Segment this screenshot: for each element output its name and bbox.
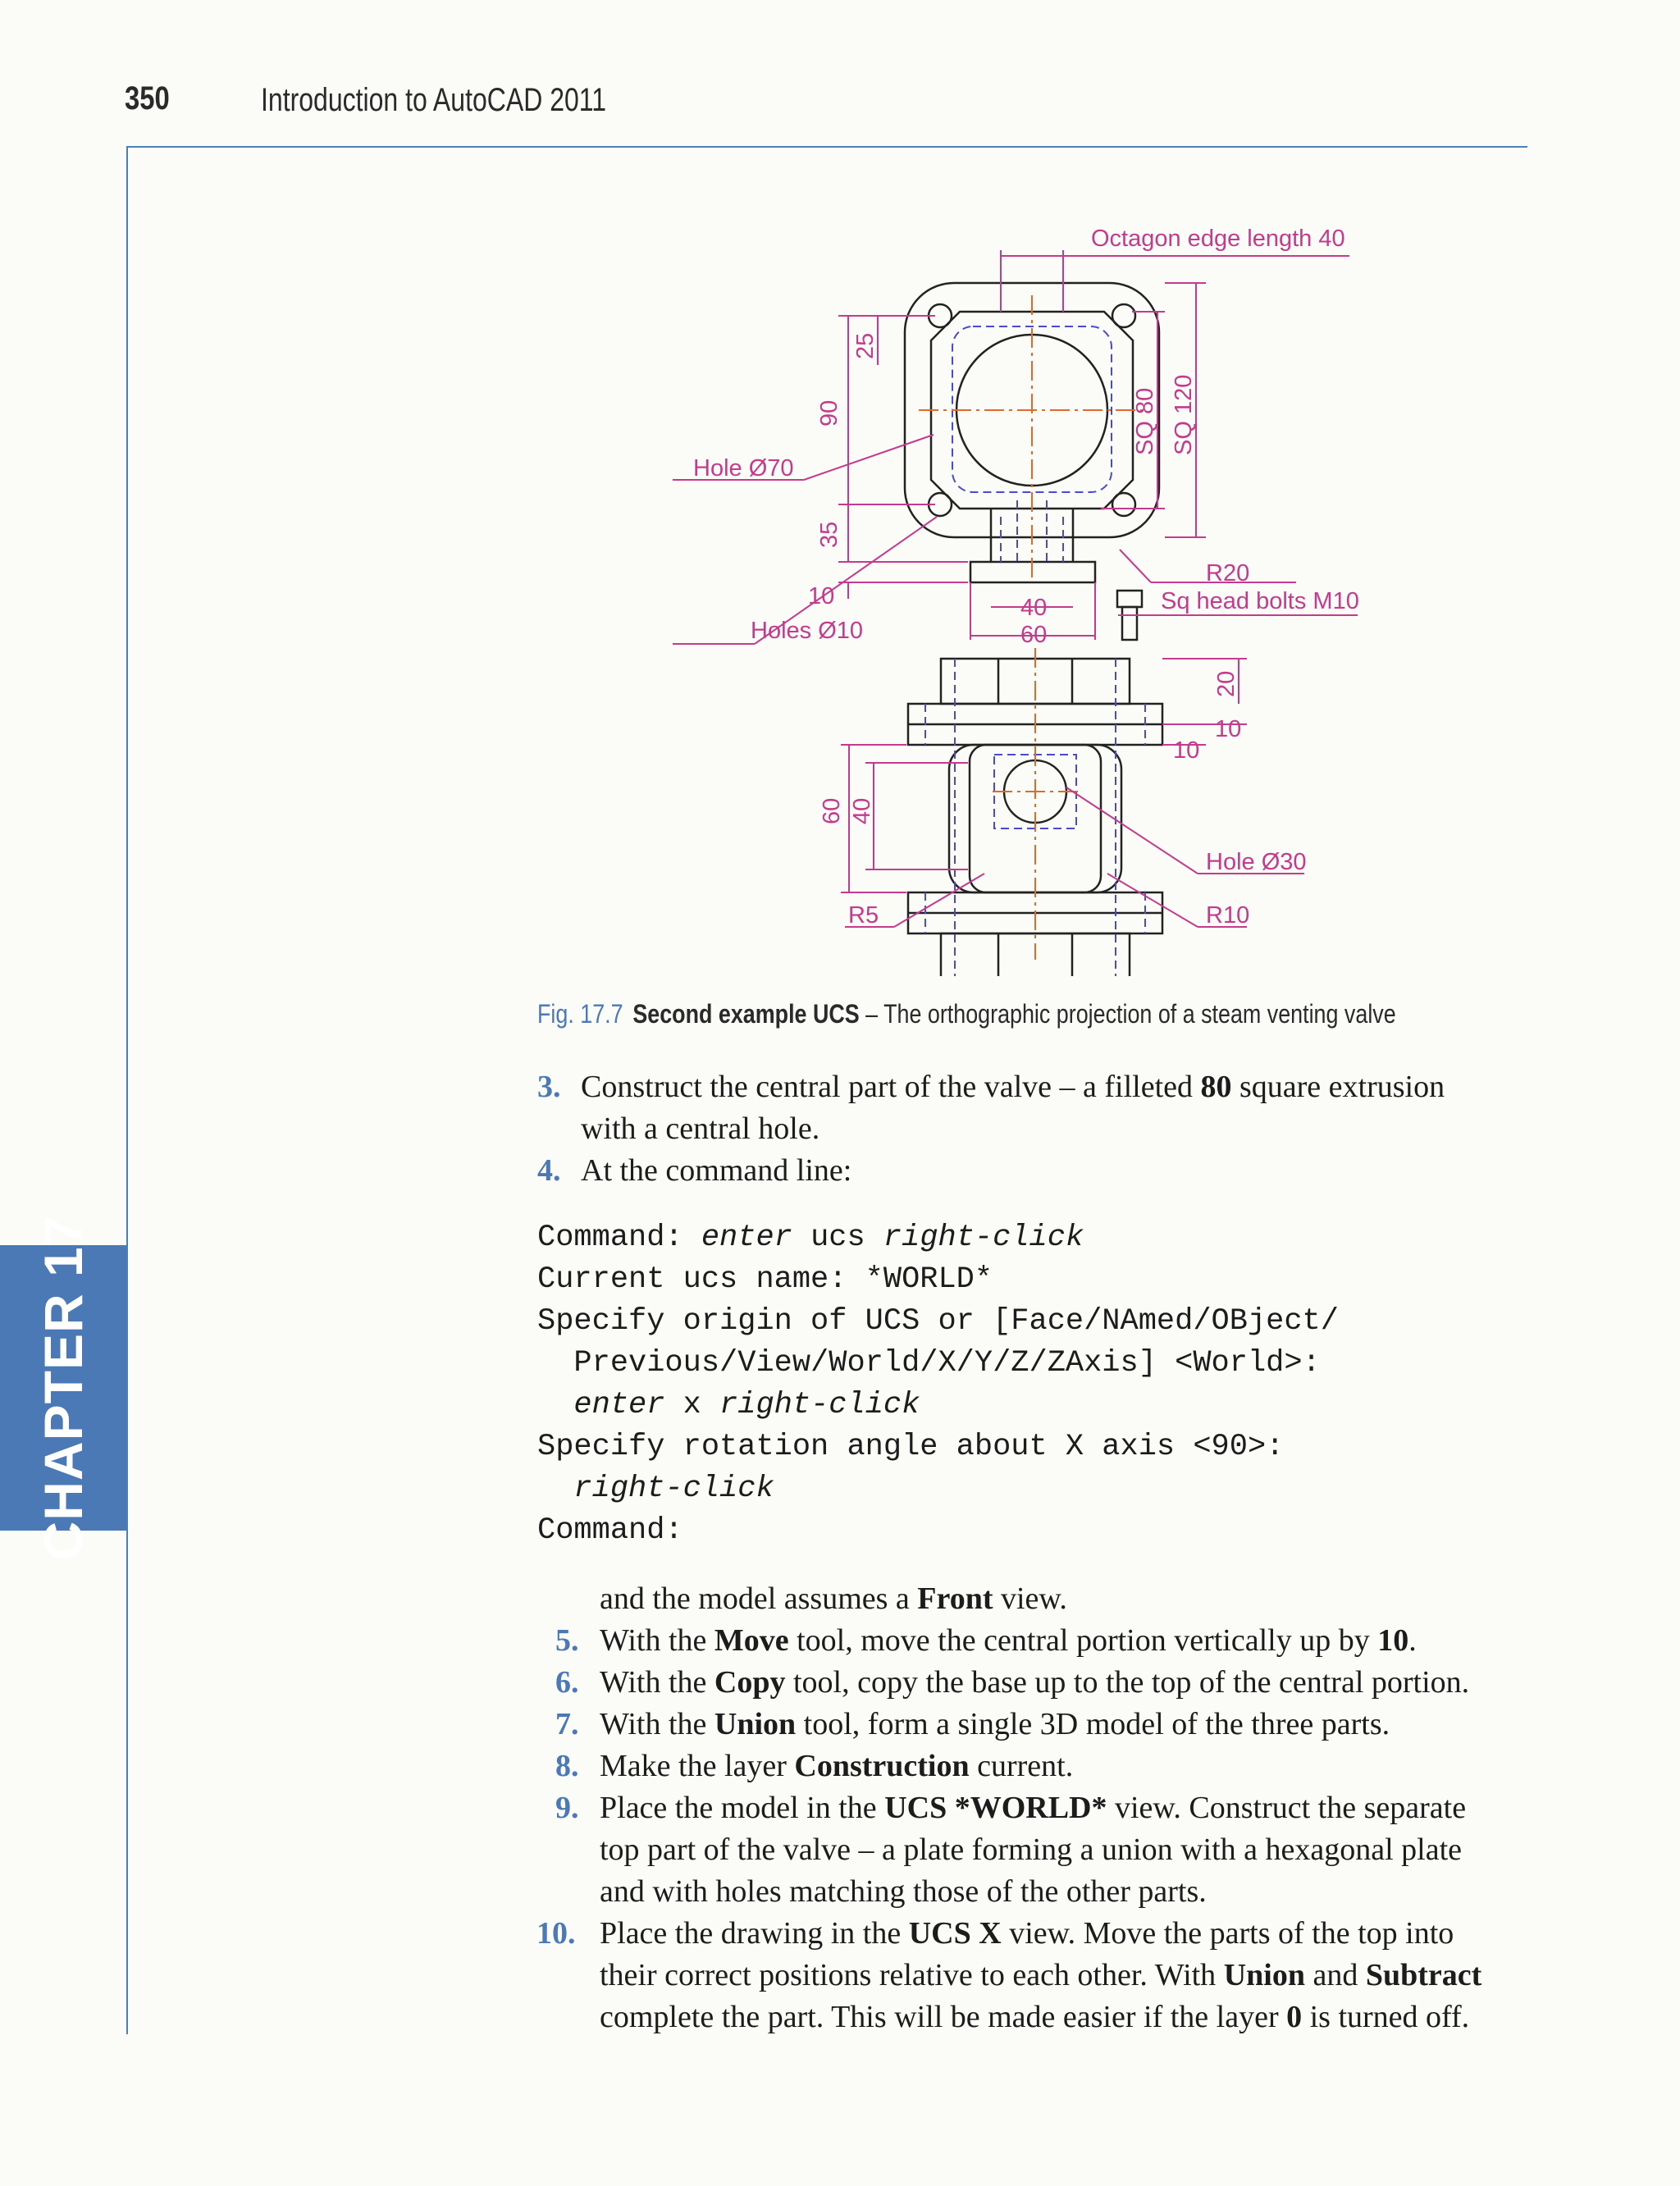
step-10: 10. Place the drawing in the UCS X view. Move the parts of the top into their correct positions relative to each other. With Union and Subtract complete the part. This will be made easier if the layer 0 is turned off.	[536, 1916, 1482, 2034]
dim-10c: 10	[1173, 737, 1200, 764]
page-number: 350	[125, 80, 170, 116]
step-4	[537, 1150, 851, 1192]
caption-text: – The orthographic projection of a steam venting valve	[859, 999, 1396, 1029]
label-hole-70: Hole Ø70	[693, 455, 794, 481]
step-3	[537, 1066, 1445, 1150]
dim-10a: 10	[808, 583, 835, 609]
step-5: 5. With the Move tool, move the central portion vertically up by 10.	[555, 1623, 1417, 1658]
step-bold: 80	[1200, 1070, 1232, 1104]
caption-number: Fig. 17.7	[537, 999, 623, 1029]
dim-20: 20	[1213, 670, 1239, 697]
dim-40b: 40	[849, 797, 875, 824]
step-number: 3.	[537, 1070, 561, 1104]
label-octagon: Octagon edge length 40	[1091, 226, 1345, 252]
dim-10b: 10	[1215, 716, 1242, 742]
label-sq120: SQ 120	[1171, 374, 1197, 455]
label-r5: R5	[848, 902, 879, 929]
dim-35: 35	[816, 521, 842, 548]
step-7: 7. With the Union tool, form a single 3D model of the three parts.	[555, 1707, 1390, 1741]
chapter-label: CHAPTER 17	[33, 1215, 94, 1561]
label-hole-30: Hole Ø30	[1206, 849, 1307, 875]
valve-drawing	[673, 221, 1395, 976]
step-text: At the command line:	[581, 1153, 852, 1188]
step-text: square extrusion	[1231, 1070, 1445, 1104]
step-text: Construct the central part of the valve – a filleted	[581, 1070, 1201, 1104]
caption-title: Second example UCS	[632, 999, 860, 1029]
step-8: 8. Make the layer Construction current.	[555, 1749, 1074, 1783]
header-rule	[126, 146, 1527, 148]
bolt-head	[1117, 591, 1142, 607]
dim-90: 90	[816, 399, 842, 427]
label-r10: R10	[1206, 902, 1250, 929]
dim-40a: 40	[1020, 595, 1048, 621]
label-holes-10: Holes Ø10	[751, 618, 864, 644]
book-title: Introduction to AutoCAD 2011	[261, 82, 607, 118]
label-r20: R20	[1206, 560, 1250, 586]
step-6: 6. With the Copy tool, copy the base up to the top of the central portion.	[555, 1665, 1470, 1700]
bolt-shank	[1122, 607, 1137, 640]
front-view-note: and the model assumes a Front view.	[600, 1581, 1067, 1616]
dim-60a: 60	[1020, 622, 1048, 648]
chapter-tab	[0, 1215, 126, 1561]
figure-caption	[537, 999, 1396, 1029]
step-number: 4.	[537, 1153, 561, 1188]
corner-hole	[1112, 493, 1135, 516]
step-9: 9. Place the model in the UCS *WORLD* view. Construct the separate top part of the valve – a plate forming a union with a hexagonal plate and with holes matching those of the other parts.	[555, 1791, 1467, 1909]
label-sq80: SQ 80	[1132, 387, 1158, 455]
corner-hole	[1112, 304, 1135, 327]
label-bolts: Sq head bolts M10	[1161, 588, 1359, 614]
step-text: with a central hole.	[581, 1111, 820, 1146]
dim-25: 25	[852, 332, 879, 359]
command-block: Command: enter ucs right-click Current ucs name: *WORLD* Specify origin of UCS or [Face/NAmed/OBject/ Previous/View/World/X/Y/Z/ZAxis] <World>: enter x right-click Specify rotation angle about X axis <90>: right-click Command:	[537, 1221, 1339, 1548]
dim-60b: 60	[819, 797, 845, 824]
margin-rule	[126, 146, 128, 2034]
